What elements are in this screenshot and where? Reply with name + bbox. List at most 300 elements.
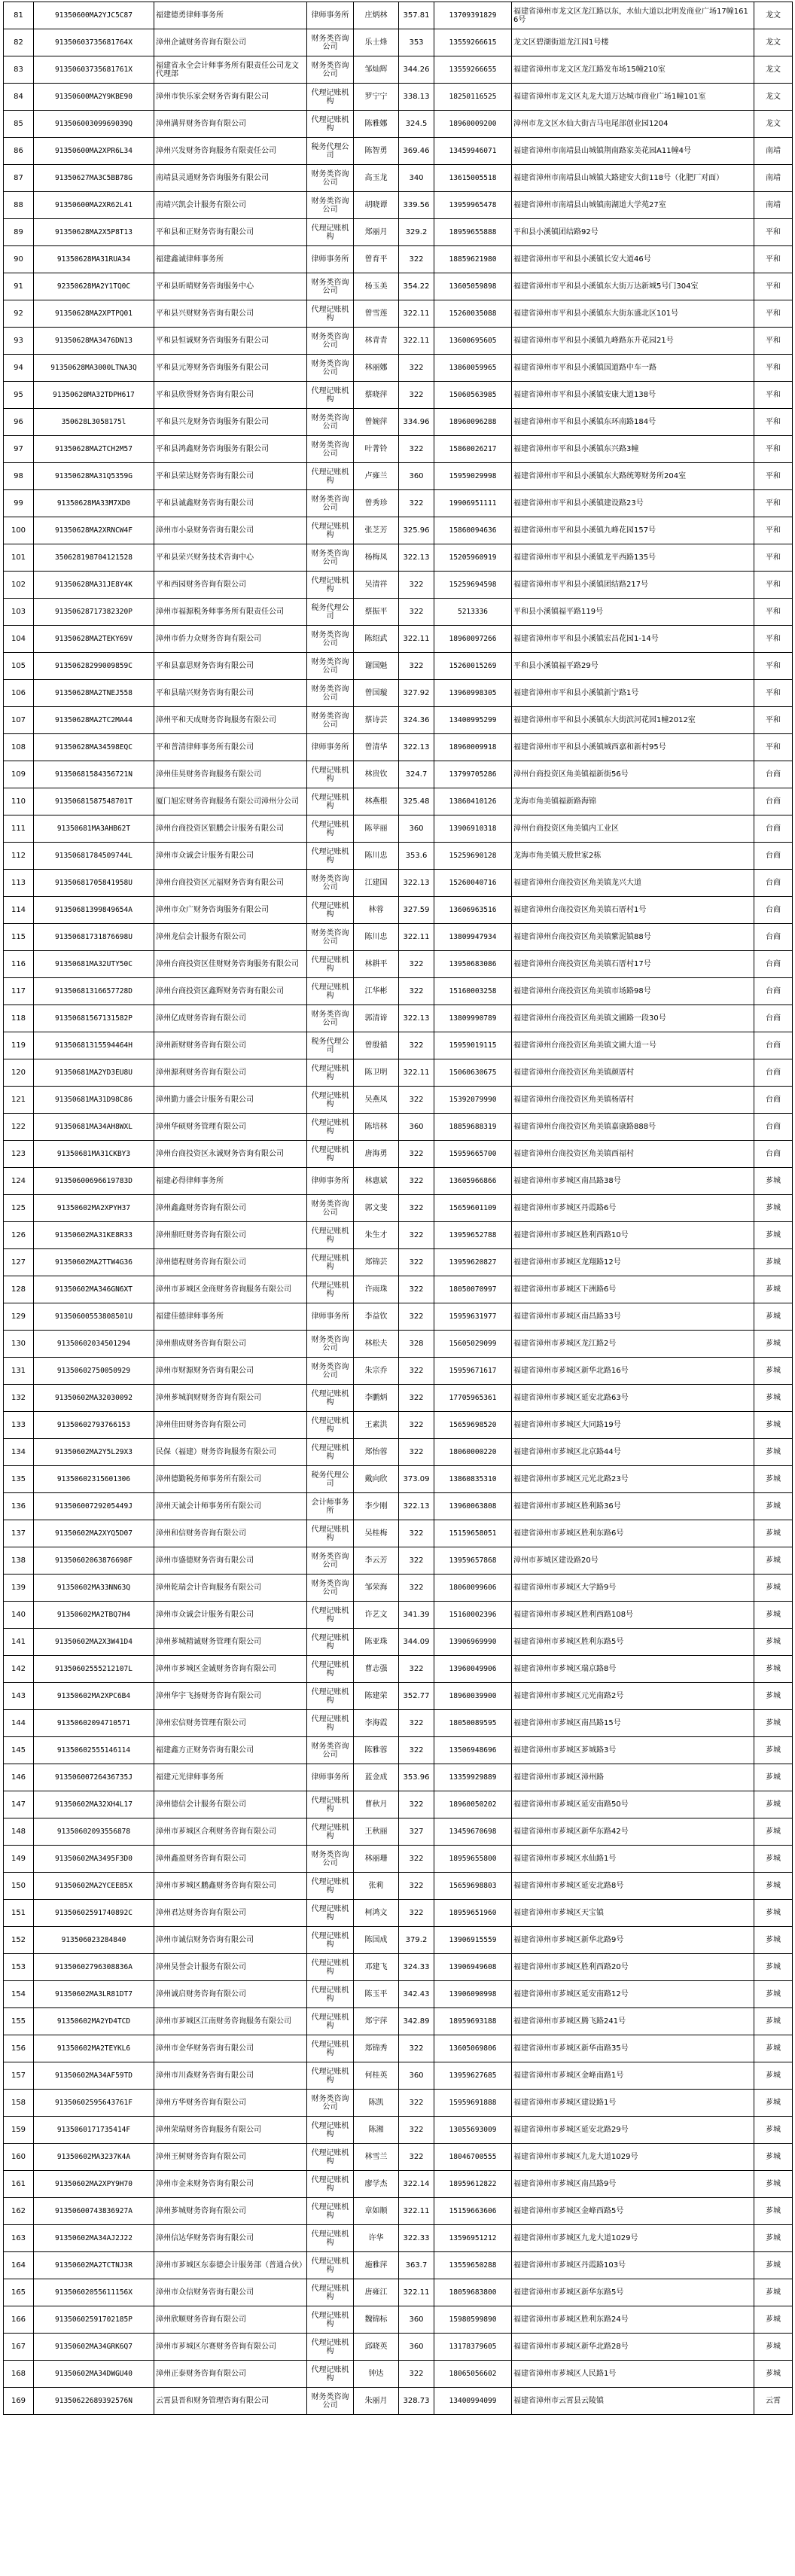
contact-name-cell: 柯鸿文 bbox=[354, 1900, 399, 1927]
org-name-cell: 漳州市芗城区鹏鑫财务咨询有限公司 bbox=[154, 1873, 307, 1900]
phone-cell: 13860835310 bbox=[434, 1466, 512, 1493]
row-index-cell: 99 bbox=[4, 490, 34, 517]
contact-name-cell: 郑锦秀 bbox=[354, 2035, 399, 2062]
table-row bbox=[4, 1791, 793, 1818]
table-row bbox=[4, 1168, 793, 1195]
org-name-cell: 福建省永全会计师事务所有限责任公司龙文代理部 bbox=[154, 56, 307, 84]
org-name-cell: 福建鑫诚律师事务所 bbox=[154, 246, 307, 273]
table-row bbox=[4, 517, 793, 544]
org-type-cell: 代理记账机构 bbox=[307, 1629, 354, 1656]
contact-name-cell: 林丽珊 bbox=[354, 1846, 399, 1873]
address-cell: 福建省漳州市芗城区延安北路29号 bbox=[512, 2117, 754, 2144]
phone-cell: 15160003258 bbox=[434, 978, 512, 1005]
row-index-cell: 140 bbox=[4, 1602, 34, 1629]
score-cell: 322 bbox=[399, 1276, 434, 1303]
score-cell: 322 bbox=[399, 246, 434, 273]
phone-cell: 13860410126 bbox=[434, 788, 512, 815]
phone-cell: 13559650288 bbox=[434, 2252, 512, 2279]
row-index-cell: 150 bbox=[4, 1873, 34, 1900]
credit-code-cell: 91350602MA3237K4A bbox=[34, 2144, 154, 2171]
address-cell: 福建省漳州市龙文区丸龙大道万达城市商业广场1幢101室 bbox=[512, 84, 754, 111]
org-type-cell: 财务类咨询公司 bbox=[307, 1005, 354, 1032]
table-row bbox=[4, 490, 793, 517]
contact-name-cell: 陈亚珠 bbox=[354, 1629, 399, 1656]
address-cell: 福建省漳州市芗城区新华北路9号 bbox=[512, 1927, 754, 1954]
org-type-cell: 代理记账机构 bbox=[307, 1222, 354, 1249]
org-name-cell: 漳州昊誉会计服务有限公司 bbox=[154, 1954, 307, 1981]
address-cell: 平和县小溪镇团结路92号 bbox=[512, 219, 754, 246]
registry-table bbox=[3, 2, 793, 2415]
org-type-cell: 税务代理公司 bbox=[307, 1466, 354, 1493]
org-type-cell: 代理记账机构 bbox=[307, 300, 354, 328]
district-cell: 芗城 bbox=[754, 2252, 793, 2279]
credit-code-cell: 91350602MA2Y5L29X3 bbox=[34, 1439, 154, 1466]
address-cell: 福建省漳州台商投资区角美镇文圃路一段30号 bbox=[512, 1005, 754, 1032]
credit-code-cell: 91350600696619783D bbox=[34, 1168, 154, 1195]
address-cell: 福建省漳州市平和县小溪镇九峰花园157号 bbox=[512, 517, 754, 544]
credit-code-cell: 91350602063876698F bbox=[34, 1547, 154, 1575]
credit-code-cell: 92350628MA2Y1TQ0C bbox=[34, 273, 154, 300]
address-cell: 福建省漳州市芗城区胜利西路108号 bbox=[512, 1602, 754, 1629]
score-cell: 341.39 bbox=[399, 1602, 434, 1629]
org-name-cell: 漳州正泰财务咨询有限公司 bbox=[154, 2361, 307, 2388]
phone-cell: 13906910318 bbox=[434, 815, 512, 843]
credit-code-cell: 91350602MA2X3W41D4 bbox=[34, 1629, 154, 1656]
table-row bbox=[4, 1927, 793, 1954]
phone-cell: 15205960919 bbox=[434, 544, 512, 572]
district-cell: 平和 bbox=[754, 273, 793, 300]
org-type-cell: 代理记账机构 bbox=[307, 2062, 354, 2090]
district-cell: 芗城 bbox=[754, 1873, 793, 1900]
phone-cell: 13906949608 bbox=[434, 1954, 512, 1981]
credit-code-cell: 91350602MA31KE8R33 bbox=[34, 1222, 154, 1249]
contact-name-cell: 邱晓英 bbox=[354, 2334, 399, 2361]
score-cell: 322 bbox=[399, 2090, 434, 2117]
score-cell: 322.14 bbox=[399, 2171, 434, 2198]
row-index-cell: 97 bbox=[4, 436, 34, 463]
contact-name-cell: 何桂英 bbox=[354, 2062, 399, 2090]
phone-cell: 13950683086 bbox=[434, 951, 512, 978]
phone-cell: 13959965478 bbox=[434, 192, 512, 219]
org-name-cell: 漳州台商投资区鑫辉财务咨询有限公司 bbox=[154, 978, 307, 1005]
phone-cell: 18065056602 bbox=[434, 2361, 512, 2388]
row-index-cell: 130 bbox=[4, 1331, 34, 1358]
table-row bbox=[4, 219, 793, 246]
score-cell: 354.22 bbox=[399, 273, 434, 300]
org-type-cell: 代理记账机构 bbox=[307, 1602, 354, 1629]
org-name-cell: 漳州乾瑞会计咨询服务有限公司 bbox=[154, 1575, 307, 1602]
contact-name-cell: 郭文斐 bbox=[354, 1195, 399, 1222]
address-cell: 龙海市角美镇福新路海锦 bbox=[512, 788, 754, 815]
org-name-cell: 漳州新财财务咨询有限公司 bbox=[154, 1032, 307, 1059]
district-cell: 平和 bbox=[754, 355, 793, 382]
org-type-cell: 律师事务所 bbox=[307, 734, 354, 761]
address-cell: 福建省漳州市芗城区胜利西路10号 bbox=[512, 1222, 754, 1249]
district-cell: 台商 bbox=[754, 843, 793, 870]
contact-name-cell: 钟达 bbox=[354, 2361, 399, 2388]
org-type-cell: 代理记账机构 bbox=[307, 572, 354, 599]
phone-cell: 13960063808 bbox=[434, 1493, 512, 1520]
phone-cell: 15160002396 bbox=[434, 1602, 512, 1629]
org-name-cell: 漳州市芗城区合利财务咨询有限公司 bbox=[154, 1818, 307, 1846]
district-cell: 芗城 bbox=[754, 2361, 793, 2388]
credit-code-cell: 91350628299009859C bbox=[34, 653, 154, 680]
district-cell: 芗城 bbox=[754, 1710, 793, 1737]
table-row bbox=[4, 1087, 793, 1114]
table-row bbox=[4, 138, 793, 165]
org-name-cell: 平和县恒诚财务咨询服务有限公司 bbox=[154, 328, 307, 355]
address-cell: 福建省漳州台商投资区角美镇西福村 bbox=[512, 1141, 754, 1168]
table-row bbox=[4, 653, 793, 680]
address-cell: 福建省漳州台商投资区角美镇石厝村1号 bbox=[512, 897, 754, 924]
phone-cell: 15959691888 bbox=[434, 2090, 512, 2117]
credit-code-cell: 91350681MA2YD3EU8U bbox=[34, 1059, 154, 1087]
score-cell: 325.96 bbox=[399, 517, 434, 544]
org-type-cell: 代理记账机构 bbox=[307, 978, 354, 1005]
row-index-cell: 154 bbox=[4, 1981, 34, 2008]
contact-name-cell: 蔡诗芸 bbox=[354, 707, 399, 734]
row-index-cell: 169 bbox=[4, 2388, 34, 2415]
org-type-cell: 代理记账机构 bbox=[307, 1141, 354, 1168]
table-row bbox=[4, 273, 793, 300]
credit-code-cell: 91350628MA31RUA34 bbox=[34, 246, 154, 273]
phone-cell: 18959655800 bbox=[434, 1846, 512, 1873]
contact-name-cell: 戴向欣 bbox=[354, 1466, 399, 1493]
table-row bbox=[4, 29, 793, 56]
contact-name-cell: 叶菁铃 bbox=[354, 436, 399, 463]
address-cell: 福建省漳州市芗城区胜利东路5号 bbox=[512, 1629, 754, 1656]
phone-cell: 15260035088 bbox=[434, 300, 512, 328]
credit-code-cell: 91350681MA31CKBY3 bbox=[34, 1141, 154, 1168]
contact-name-cell: 曾婉萍 bbox=[354, 409, 399, 436]
score-cell: 322 bbox=[399, 1520, 434, 1547]
org-name-cell: 漳州市众信财务咨询有限公司 bbox=[154, 2279, 307, 2306]
org-type-cell: 代理记账机构 bbox=[307, 2171, 354, 2198]
score-cell: 329.2 bbox=[399, 219, 434, 246]
org-type-cell: 代理记账机构 bbox=[307, 1114, 354, 1141]
district-cell: 芗城 bbox=[754, 2279, 793, 2306]
org-type-cell: 财务类咨询公司 bbox=[307, 355, 354, 382]
org-type-cell: 财务类咨询公司 bbox=[307, 409, 354, 436]
table-row bbox=[4, 1439, 793, 1466]
score-cell: 322 bbox=[399, 1087, 434, 1114]
district-cell: 芗城 bbox=[754, 1791, 793, 1818]
district-cell: 南靖 bbox=[754, 138, 793, 165]
contact-name-cell: 许艺文 bbox=[354, 1602, 399, 1629]
row-index-cell: 136 bbox=[4, 1493, 34, 1520]
contact-name-cell: 陈雅蓉 bbox=[354, 1737, 399, 1764]
org-type-cell: 会计师事务所 bbox=[307, 1493, 354, 1520]
row-index-cell: 129 bbox=[4, 1303, 34, 1331]
table-row bbox=[4, 2171, 793, 2198]
score-cell: 322 bbox=[399, 1249, 434, 1276]
phone-cell: 15159658051 bbox=[434, 1520, 512, 1547]
district-cell: 台商 bbox=[754, 1059, 793, 1087]
score-cell: 322 bbox=[399, 951, 434, 978]
district-cell: 芗城 bbox=[754, 1737, 793, 1764]
org-type-cell: 代理记账机构 bbox=[307, 84, 354, 111]
address-cell: 福建省漳州市芗城区元光北路23号 bbox=[512, 1466, 754, 1493]
org-name-cell: 漳州天诚会计师事务所有限公司 bbox=[154, 1493, 307, 1520]
table-row bbox=[4, 1900, 793, 1927]
org-name-cell: 平和县嘉思财务咨询有限公司 bbox=[154, 653, 307, 680]
row-index-cell: 132 bbox=[4, 1385, 34, 1412]
score-cell: 322 bbox=[399, 1195, 434, 1222]
org-name-cell: 漳州王树财务咨询有限公司 bbox=[154, 2144, 307, 2171]
table-row bbox=[4, 1520, 793, 1547]
row-index-cell: 81 bbox=[4, 2, 34, 29]
row-index-cell: 118 bbox=[4, 1005, 34, 1032]
address-cell: 福建省漳州市芗城区大同路19号 bbox=[512, 1412, 754, 1439]
org-name-cell: 漳州市芗城区尔赛财务咨询有限公司 bbox=[154, 2334, 307, 2361]
org-type-cell: 代理记账机构 bbox=[307, 843, 354, 870]
district-cell: 台商 bbox=[754, 815, 793, 843]
phone-cell: 13605059898 bbox=[434, 273, 512, 300]
contact-name-cell: 曾雪莲 bbox=[354, 300, 399, 328]
credit-code-cell: 91350628MA3000LTNA3Q bbox=[34, 355, 154, 382]
org-name-cell: 漳州华硕财务管理有限公司 bbox=[154, 1114, 307, 1141]
score-cell: 339.56 bbox=[399, 192, 434, 219]
phone-cell: 13178379605 bbox=[434, 2334, 512, 2361]
phone-cell: 13959657868 bbox=[434, 1547, 512, 1575]
row-index-cell: 139 bbox=[4, 1575, 34, 1602]
address-cell: 福建省漳州市龙文区龙江路发布场15幢210室 bbox=[512, 56, 754, 84]
phone-cell: 18060000220 bbox=[434, 1439, 512, 1466]
table-row bbox=[4, 2090, 793, 2117]
table-row bbox=[4, 1005, 793, 1032]
org-type-cell: 税务代理公司 bbox=[307, 1032, 354, 1059]
table-row bbox=[4, 1656, 793, 1683]
row-index-cell: 83 bbox=[4, 56, 34, 84]
table-row bbox=[4, 2035, 793, 2062]
org-name-cell: 漳州市芗城区东泰德会计服务部（普通合伙） bbox=[154, 2252, 307, 2279]
address-cell: 福建省漳州市平和县小溪镇安康大道138号 bbox=[512, 382, 754, 409]
row-index-cell: 89 bbox=[4, 219, 34, 246]
score-cell: 334.96 bbox=[399, 409, 434, 436]
score-cell: 324.36 bbox=[399, 707, 434, 734]
table-row bbox=[4, 707, 793, 734]
phone-cell: 13359929889 bbox=[434, 1764, 512, 1791]
address-cell: 福建省漳州台商投资区角美镇紫泥镇88号 bbox=[512, 924, 754, 951]
table-row bbox=[4, 1737, 793, 1764]
credit-code-cell: 91350681731876698U bbox=[34, 924, 154, 951]
address-cell: 福建省漳州市芗城区丹霞路6号 bbox=[512, 1195, 754, 1222]
org-name-cell: 平和县元筹财务咨询服务有限公司 bbox=[154, 355, 307, 382]
org-type-cell: 代理记账机构 bbox=[307, 382, 354, 409]
org-type-cell: 财务类咨询公司 bbox=[307, 273, 354, 300]
score-cell: 322 bbox=[399, 1575, 434, 1602]
row-index-cell: 165 bbox=[4, 2279, 34, 2306]
score-cell: 322.13 bbox=[399, 734, 434, 761]
row-index-cell: 131 bbox=[4, 1358, 34, 1385]
address-cell: 福建省漳州市芗城区延安北路63号 bbox=[512, 1385, 754, 1412]
phone-cell: 15659601109 bbox=[434, 1195, 512, 1222]
address-cell: 福建省漳州市芗城区元光南路2号 bbox=[512, 1683, 754, 1710]
score-cell: 322.13 bbox=[399, 870, 434, 897]
phone-cell: 17705965361 bbox=[434, 1385, 512, 1412]
table-row bbox=[4, 111, 793, 138]
credit-code-cell: 91350600MA2Y9KBE90 bbox=[34, 84, 154, 111]
phone-cell: 18960096288 bbox=[434, 409, 512, 436]
address-cell: 福建省漳州市芗城区漳州路 bbox=[512, 1764, 754, 1791]
contact-name-cell: 杨梅凤 bbox=[354, 544, 399, 572]
score-cell: 342.43 bbox=[399, 1981, 434, 2008]
row-index-cell: 103 bbox=[4, 599, 34, 626]
score-cell: 327.92 bbox=[399, 680, 434, 707]
org-name-cell: 平和县欣誉财务咨询有限公司 bbox=[154, 382, 307, 409]
score-cell: 325.48 bbox=[399, 788, 434, 815]
score-cell: 322 bbox=[399, 2035, 434, 2062]
org-type-cell: 财务类咨询公司 bbox=[307, 165, 354, 192]
org-name-cell: 漳州满昇财务咨询有限公司 bbox=[154, 111, 307, 138]
org-name-cell: 漳州台商投资区佳财财务咨询服务有限公司 bbox=[154, 951, 307, 978]
contact-name-cell: 朱宗乔 bbox=[354, 1358, 399, 1385]
table-row bbox=[4, 1358, 793, 1385]
org-name-cell: 漳州市川森财务咨询有限公司 bbox=[154, 2062, 307, 2090]
credit-code-cell: 91350628MA2X5P8T13 bbox=[34, 219, 154, 246]
org-type-cell: 代理记账机构 bbox=[307, 2361, 354, 2388]
phone-cell: 15860026217 bbox=[434, 436, 512, 463]
contact-name-cell: 胡晓谭 bbox=[354, 192, 399, 219]
credit-code-cell: 91350622689392576N bbox=[34, 2388, 154, 2415]
district-cell: 芗城 bbox=[754, 1493, 793, 1520]
org-name-cell: 漳州勤力盛会计服务有限公司 bbox=[154, 1087, 307, 1114]
org-type-cell: 财务类咨询公司 bbox=[307, 680, 354, 707]
org-name-cell: 漳州德程财务咨询有限公司 bbox=[154, 1249, 307, 1276]
score-cell: 360 bbox=[399, 2334, 434, 2361]
address-cell: 福建省漳州市平和县小溪镇长安大道46号 bbox=[512, 246, 754, 273]
row-index-cell: 158 bbox=[4, 2090, 34, 2117]
table-row bbox=[4, 2144, 793, 2171]
district-cell: 龙文 bbox=[754, 111, 793, 138]
row-index-cell: 117 bbox=[4, 978, 34, 1005]
org-type-cell: 财务类咨询公司 bbox=[307, 328, 354, 355]
contact-name-cell: 李少刚 bbox=[354, 1493, 399, 1520]
org-name-cell: 漳州市众广财务咨询服务有限公司 bbox=[154, 897, 307, 924]
contact-name-cell: 曾殷循 bbox=[354, 1032, 399, 1059]
score-cell: 327 bbox=[399, 1818, 434, 1846]
table-row bbox=[4, 436, 793, 463]
score-cell: 322.11 bbox=[399, 328, 434, 355]
row-index-cell: 148 bbox=[4, 1818, 34, 1846]
row-index-cell: 114 bbox=[4, 897, 34, 924]
district-cell: 芗城 bbox=[754, 2035, 793, 2062]
contact-name-cell: 吴桂梅 bbox=[354, 1520, 399, 1547]
address-cell: 福建省漳州市芗城区南昌路9号 bbox=[512, 2171, 754, 2198]
district-cell: 芗城 bbox=[754, 2008, 793, 2035]
row-index-cell: 162 bbox=[4, 2198, 34, 2225]
district-cell: 芗城 bbox=[754, 2144, 793, 2171]
address-cell: 福建省漳州市南靖县山城镇大路建安大街118号（化肥厂对面） bbox=[512, 165, 754, 192]
address-cell: 福建省漳州台商投资区角美镇石厝村17号 bbox=[512, 951, 754, 978]
address-cell: 福建省漳州市芗城区新华北路16号 bbox=[512, 1358, 754, 1385]
score-cell: 322 bbox=[399, 1710, 434, 1737]
contact-name-cell: 林贵钦 bbox=[354, 761, 399, 788]
org-type-cell: 代理记账机构 bbox=[307, 761, 354, 788]
contact-name-cell: 吴燕凤 bbox=[354, 1087, 399, 1114]
contact-name-cell: 陈川忠 bbox=[354, 843, 399, 870]
org-name-cell: 漳州芗城精诚财务管理有限公司 bbox=[154, 1629, 307, 1656]
score-cell: 344.09 bbox=[399, 1629, 434, 1656]
score-cell: 322 bbox=[399, 1846, 434, 1873]
phone-cell: 18060099606 bbox=[434, 1575, 512, 1602]
credit-code-cell: 91350602MA2TBQ7H4 bbox=[34, 1602, 154, 1629]
row-index-cell: 86 bbox=[4, 138, 34, 165]
credit-code-cell: 91350628MA34598EQC bbox=[34, 734, 154, 761]
district-cell: 台商 bbox=[754, 924, 793, 951]
contact-name-cell: 邹灿辉 bbox=[354, 56, 399, 84]
org-name-cell: 漳州芗城润财财务咨询有限公司 bbox=[154, 1385, 307, 1412]
phone-cell: 15260015269 bbox=[434, 653, 512, 680]
table-row bbox=[4, 1846, 793, 1873]
address-cell: 福建省漳州市平和县小溪镇东兴路3幢 bbox=[512, 436, 754, 463]
contact-name-cell: 陈川忠 bbox=[354, 924, 399, 951]
org-type-cell: 代理记账机构 bbox=[307, 2117, 354, 2144]
address-cell: 福建省漳州市南靖县山城镇南湖道大学苑27室 bbox=[512, 192, 754, 219]
district-cell: 台商 bbox=[754, 761, 793, 788]
table-row bbox=[4, 761, 793, 788]
score-cell: 322 bbox=[399, 1737, 434, 1764]
org-name-cell: 漳州市财源财务咨询有限公司 bbox=[154, 1358, 307, 1385]
org-name-cell: 福建佳德律师事务所 bbox=[154, 1303, 307, 1331]
score-cell: 322.13 bbox=[399, 1005, 434, 1032]
org-type-cell: 代理记账机构 bbox=[307, 1276, 354, 1303]
org-type-cell: 代理记账机构 bbox=[307, 1059, 354, 1087]
score-cell: 353.96 bbox=[399, 1764, 434, 1791]
address-cell: 福建省漳州市芗城区延安北路8号 bbox=[512, 1873, 754, 1900]
row-index-cell: 91 bbox=[4, 273, 34, 300]
table-row bbox=[4, 2198, 793, 2225]
org-name-cell: 漳州平和天成财务咨询服务有限公司 bbox=[154, 707, 307, 734]
phone-cell: 13400994099 bbox=[434, 2388, 512, 2415]
phone-cell: 13906090998 bbox=[434, 1981, 512, 2008]
credit-code-cell: 91350602034501294 bbox=[34, 1331, 154, 1358]
org-name-cell: 漳州市小泉财务咨询有限公司 bbox=[154, 517, 307, 544]
district-cell: 芗城 bbox=[754, 1764, 793, 1791]
phone-cell: 15260040716 bbox=[434, 870, 512, 897]
phone-cell: 15060630675 bbox=[434, 1059, 512, 1087]
district-cell: 平和 bbox=[754, 219, 793, 246]
address-cell: 福建省漳州市芗城区金峰南路1号 bbox=[512, 2062, 754, 2090]
org-type-cell: 财务类咨询公司 bbox=[307, 1547, 354, 1575]
contact-name-cell: 陈凯 bbox=[354, 2090, 399, 2117]
phone-cell: 13960998305 bbox=[434, 680, 512, 707]
credit-code-cell: 91350602MA2TEYKL6 bbox=[34, 2035, 154, 2062]
phone-cell: 18960039900 bbox=[434, 1683, 512, 1710]
table-row bbox=[4, 1114, 793, 1141]
phone-cell: 13906915559 bbox=[434, 1927, 512, 1954]
org-name-cell: 平和县昕晴财务咨询服务中心 bbox=[154, 273, 307, 300]
org-name-cell: 平和县和正财务咨询有限公司 bbox=[154, 219, 307, 246]
credit-code-cell: 91350602MA2YD4TCD bbox=[34, 2008, 154, 2035]
phone-cell: 15959019115 bbox=[434, 1032, 512, 1059]
table-row bbox=[4, 626, 793, 653]
credit-code-cell: 91350602MA32030092 bbox=[34, 1385, 154, 1412]
credit-code-cell: 91350602MA34GRK6Q7 bbox=[34, 2334, 154, 2361]
table-row bbox=[4, 1059, 793, 1087]
org-name-cell: 民保（福建）财务咨询服务有限公司 bbox=[154, 1439, 307, 1466]
contact-name-cell: 陈绍武 bbox=[354, 626, 399, 653]
credit-code-cell: 91350602591702185P bbox=[34, 2306, 154, 2334]
address-cell: 福建省漳州台商投资区角美镇文圃大道一号 bbox=[512, 1032, 754, 1059]
org-name-cell: 漳州企诚财务咨询有限公司 bbox=[154, 29, 307, 56]
credit-code-cell: 91350600309969039Q bbox=[34, 111, 154, 138]
phone-cell: 15060563985 bbox=[434, 382, 512, 409]
row-index-cell: 149 bbox=[4, 1846, 34, 1873]
score-cell: 322 bbox=[399, 572, 434, 599]
district-cell: 台商 bbox=[754, 1141, 793, 1168]
score-cell: 322 bbox=[399, 1439, 434, 1466]
